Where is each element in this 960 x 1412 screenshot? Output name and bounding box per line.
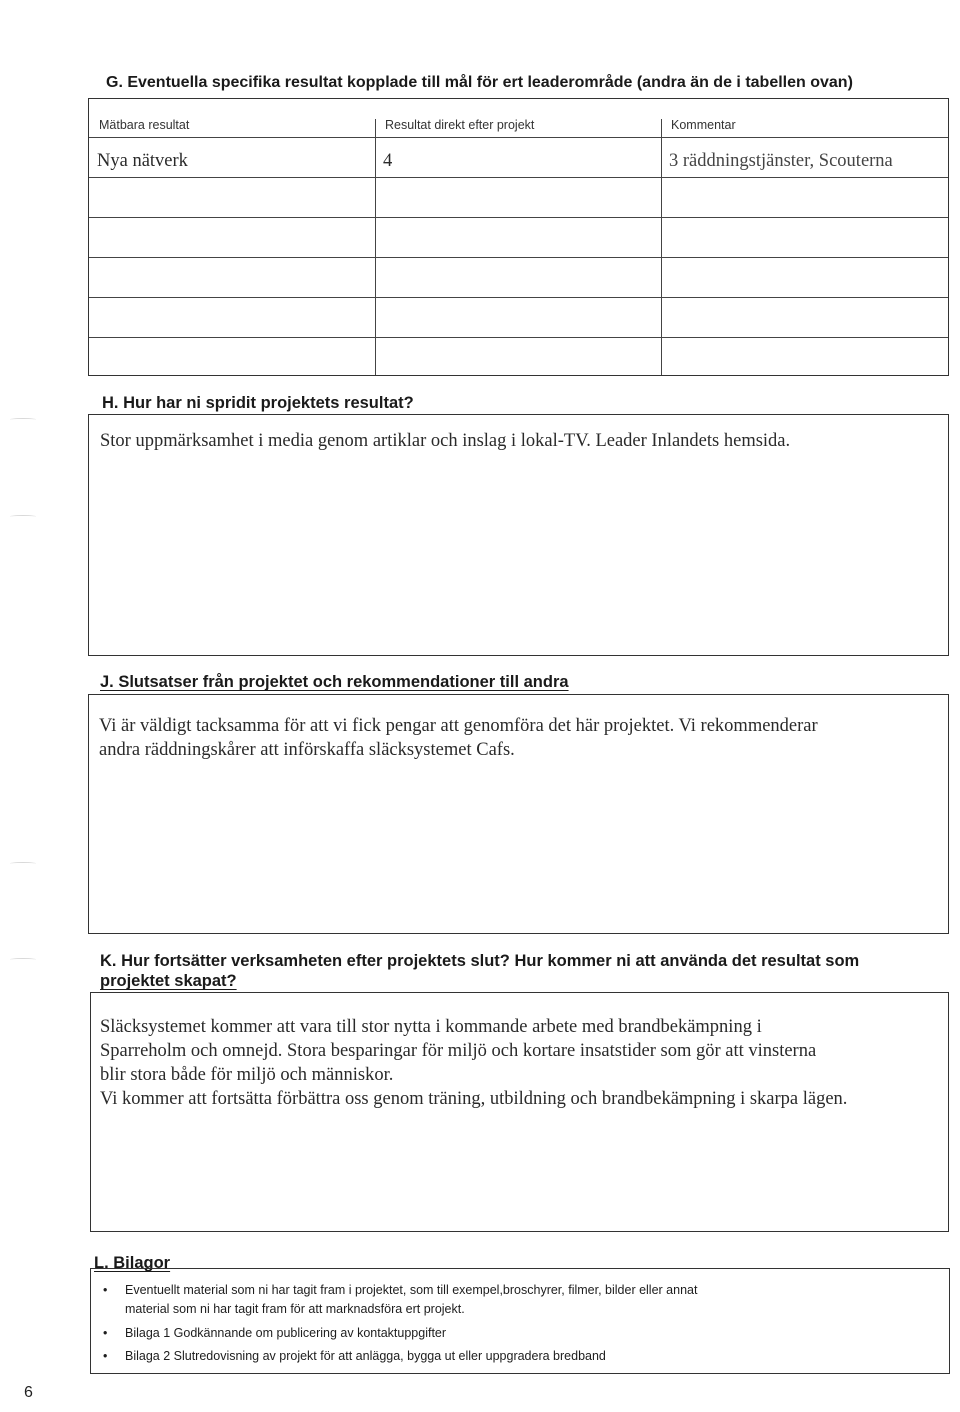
section-k-line: Vi kommer att fortsätta förbättra oss genom träning, utbildning och brandbekämpning i skarpa lägen. <box>100 1089 848 1109</box>
section-k-heading-line1: K. Hur fortsätter verksamheten efter projektets slut? Hur kommer ni att använda det resultat som <box>100 952 860 970</box>
table-header-matbara: Mätbara resultat <box>99 118 190 132</box>
section-l-heading: L. Bilagor <box>94 1254 171 1272</box>
bilagor-box <box>90 1268 950 1374</box>
table-cell: 3 räddningstjänster, Scouterna <box>669 151 893 171</box>
table-row-divider <box>89 137 948 138</box>
section-j-heading: J. Slutsatser från projektet och rekommendationer till andra <box>100 673 569 691</box>
section-h-text: Stor uppmärksamhet i media genom artiklar och inslag i lokal-TV. Leader Inlandets hemsida. <box>100 431 791 451</box>
table-cell: Nya nätverk <box>97 151 188 171</box>
margin-mark <box>10 418 36 421</box>
bilaga-text: material som ni har tagit fram för att marknadsföra ert projekt. <box>125 1302 465 1316</box>
table-row-divider <box>89 217 948 218</box>
section-k-line: blir stora både för miljö och människor. <box>100 1065 394 1085</box>
section-k-heading-line2: projektet skapat? <box>100 972 237 990</box>
bullet-icon: • <box>103 1326 108 1340</box>
section-h-heading: H. Hur har ni spridit projektets resultat? <box>102 394 414 412</box>
table-row-divider <box>89 257 948 258</box>
bullet-icon: • <box>103 1349 108 1363</box>
margin-mark <box>10 515 36 518</box>
table-row-divider <box>89 177 948 178</box>
table-header-resultat: Resultat direkt efter projekt <box>385 118 535 132</box>
table-row-divider <box>89 337 948 338</box>
section-g-heading: G. Eventuella specifika resultat kopplade till mål för ert leaderområde (andra än de i tabellen ovan) <box>106 74 853 91</box>
section-j-box <box>88 694 949 934</box>
section-j-line: Vi är väldigt tacksamma för att vi fick pengar att genomföra det här projektet. Vi rekommenderar <box>99 716 818 736</box>
bilaga-text: Bilaga 1 Godkännande om publicering av kontaktuppgifter <box>125 1326 447 1340</box>
bilaga-text: Eventuellt material som ni har tagit fram i projektet, som till exempel,broschyrer, filmer, bilder eller annat <box>125 1283 698 1297</box>
section-k-line: Släcksystemet kommer att vara till stor nytta i kommande arbete med brandbekämpning i <box>100 1017 762 1037</box>
table-cell: 4 <box>383 151 393 171</box>
section-j-line: andra räddningskårer att införskaffa släcksystemet Cafs. <box>99 740 515 760</box>
table-row-divider <box>89 297 948 298</box>
bilaga-text: Bilaga 2 Slutredovisning av projekt för att anlägga, bygga ut eller uppgradera bredband <box>125 1349 606 1363</box>
results-table <box>88 98 949 376</box>
page-number: 6 <box>24 1384 33 1401</box>
section-k-box <box>90 992 949 1232</box>
margin-mark <box>10 862 36 865</box>
margin-mark <box>10 958 36 961</box>
section-h-box <box>88 414 949 656</box>
section-k-line: Sparreholm och omnejd. Stora besparingar för miljö och kortare insatstider som gör att vinsterna <box>100 1041 817 1061</box>
table-header-kommentar: Kommentar <box>671 118 736 132</box>
bullet-icon: • <box>103 1283 108 1297</box>
